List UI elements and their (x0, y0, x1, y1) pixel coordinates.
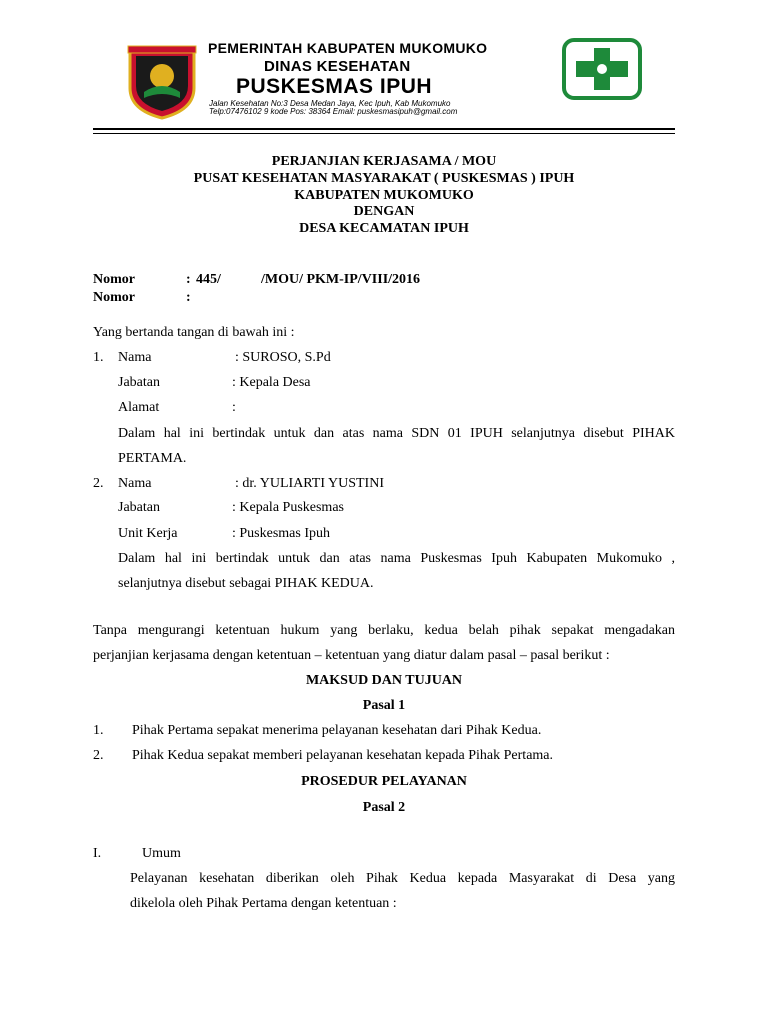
section2-paragraph-end: dikelola oleh Pihak Pertama dengan ketentuan : (130, 896, 397, 911)
nomor-colon: : (186, 290, 191, 305)
preamble-line2: perjanjian kerjasama dengan ketentuan – ketentuan yang diatur dalam pasal – pasal berikut : (93, 648, 610, 663)
nomor-colon: : (186, 272, 191, 287)
nomor-value: 445/ (196, 272, 221, 287)
party1-number: 1. (93, 350, 104, 365)
nomor-label: Nomor (93, 272, 135, 287)
header-rule-thick (93, 128, 675, 130)
title-line3: KABUPATEN MUKOMUKO (294, 188, 474, 203)
header-rule-thin (93, 133, 675, 134)
party2-number: 2. (93, 476, 104, 491)
party2-role-label: Jabatan (118, 500, 160, 515)
title-line1: PERJANJIAN KERJASAMA / MOU (271, 154, 497, 169)
party2-name-label: Nama (118, 476, 152, 491)
section1-pasal: Pasal 1 (362, 698, 406, 713)
party2-unit-value: : Puskesmas Ipuh (232, 526, 330, 541)
title-line4: DENGAN (353, 204, 415, 219)
letterhead-line3: PUSKESMAS IPUH (236, 75, 433, 98)
party1-description-end: PERTAMA. (118, 451, 187, 466)
party1-role-label: Jabatan (118, 375, 160, 390)
letterhead-line1: PEMERINTAH KABUPATEN MUKOMUKO (208, 40, 488, 56)
regency-crest-icon (122, 40, 202, 120)
letterhead-line2: DINAS KESEHATAN (264, 58, 411, 75)
party1-description: Dalam hal ini bertindak untuk dan atas nama SDN 01 IPUH selanjutnya disebut PIHAK (118, 426, 675, 441)
intro-text: Yang bertanda tangan di bawah ini : (93, 325, 295, 340)
section2-heading: PROSEDUR PELAYANAN (301, 774, 467, 789)
nomor-value-suffix: /MOU/ PKM-IP/VIII/2016 (261, 272, 421, 287)
party2-description: Dalam hal ini bertindak untuk dan atas nama Puskesmas Ipuh Kabupaten Mukomuko , (118, 551, 675, 566)
section2-sub-number: I. (93, 846, 102, 861)
party1-address-value: : (232, 400, 236, 415)
section1-item-number: 2. (93, 748, 104, 763)
left-logo (122, 40, 202, 120)
section1-item-number: 1. (93, 723, 104, 738)
party1-address-label: Alamat (118, 400, 160, 415)
party1-name-label: Nama (118, 350, 152, 365)
section1-heading: MAKSUD DAN TUJUAN (305, 673, 463, 688)
section1-item-text: Pihak Pertama sepakat menerima pelayanan kesehatan dari Pihak Kedua. (132, 723, 542, 738)
party2-unit-label: Unit Kerja (118, 526, 178, 541)
party2-name-value: : dr. YULIARTI YUSTINI (235, 476, 384, 491)
green-cross-health-icon (562, 38, 642, 100)
section2-sub-title: Umum (142, 846, 181, 861)
party2-description-end: selanjutnya disebut sebagai PIHAK KEDUA. (118, 576, 374, 591)
party1-name-value: : SUROSO, S.Pd (235, 350, 331, 365)
letterhead-address1: Jalan Kesehatan No:3 Desa Medan Jaya, Kec Ipuh, Kab Mukomuko (209, 99, 451, 108)
party1-role-value: : Kepala Desa (232, 375, 311, 390)
section2-pasal: Pasal 2 (362, 800, 406, 815)
section2-paragraph: Pelayanan kesehatan diberikan oleh Pihak Kedua kepada Masyarakat di Desa yang (130, 871, 675, 886)
letterhead-address2: Telp:07476102 9 kode Pos: 38364 Email: puskesmasipuh@gmail.com (209, 107, 458, 116)
title-line5: DESA KECAMATAN IPUH (299, 221, 469, 236)
preamble-line1: Tanpa mengurangi ketentuan hukum yang berlaku, kedua belah pihak sepakat mengadakan (93, 623, 675, 638)
nomor-label: Nomor (93, 290, 135, 305)
party2-role-value: : Kepala Puskesmas (232, 500, 344, 515)
title-line2: PUSAT KESEHATAN MASYARAKAT ( PUSKESMAS ) IPUH (193, 171, 575, 186)
right-logo (562, 38, 642, 100)
section1-item-text: Pihak Kedua sepakat memberi pelayanan kesehatan kepada Pihak Pertama. (132, 748, 554, 763)
